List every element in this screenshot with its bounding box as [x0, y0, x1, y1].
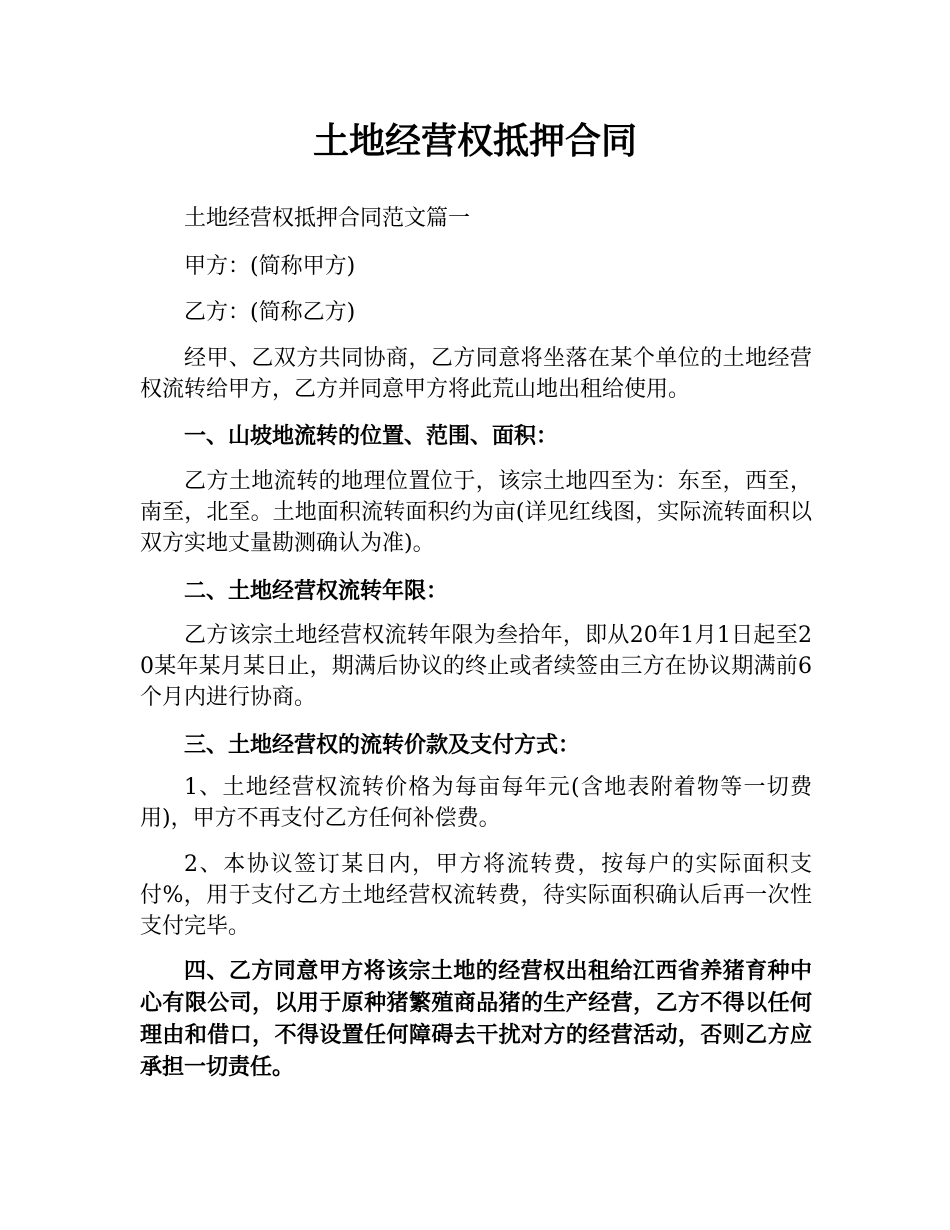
paragraph-location: 乙方土地流转的地理位置位于，该宗土地四至为：东至，西至，南至，北至。土地面积流转面积约为亩(详见红线图，实际流转面积以双方实地丈量勘测确认为准)。	[140, 469, 812, 556]
document-title: 土地经营权抵押合同	[312, 121, 637, 162]
paragraph-party-b: 乙方：(简称乙方)	[184, 300, 356, 325]
paragraph-term: 乙方该宗土地经营权流转年限为叁拾年，即从20年1月1日起至20某年某月某日止，期满后协议的终止或者续签由三方在协议期满前6个月内进行协商。	[140, 623, 812, 710]
paragraph-preamble: 经甲、乙双方共同协商，乙方同意将坐落在某个单位的土地经营权流转给甲方，乙方并同意甲方将此荒山地出租给使用。	[140, 346, 812, 402]
paragraph-payment: 2、本协议签订某日内，甲方将流转费，按每户的实际面积支付%，用于支付乙方土地经营权流转费，待实际面积确认后再一次性支付完毕。	[140, 852, 812, 939]
section-heading-3: 三、土地经营权的流转价款及支付方式：	[184, 733, 581, 758]
paragraph-party-a: 甲方：(简称甲方)	[184, 254, 356, 279]
paragraph-price: 1、土地经营权流转价格为每亩每年元(含地表附着物等一切费用)，甲方不再支付乙方任何补偿费。	[140, 775, 812, 831]
section-heading-1: 一、山坡地流转的位置、范围、面积：	[184, 424, 559, 449]
section-heading-2: 二、土地经营权流转年限：	[184, 579, 449, 604]
paragraph-lease-clause: 四、乙方同意甲方将该宗土地的经营权出租给江西省养猪育种中心有限公司，以用于原种猪繁殖商品猪的生产经营，乙方不得以任何理由和借口，不得设置任何障碍去干扰对方的经营活动，否则乙方应承担一切责任。	[140, 959, 812, 1080]
paragraph-subtitle: 土地经营权抵押合同范文篇一	[184, 206, 471, 231]
